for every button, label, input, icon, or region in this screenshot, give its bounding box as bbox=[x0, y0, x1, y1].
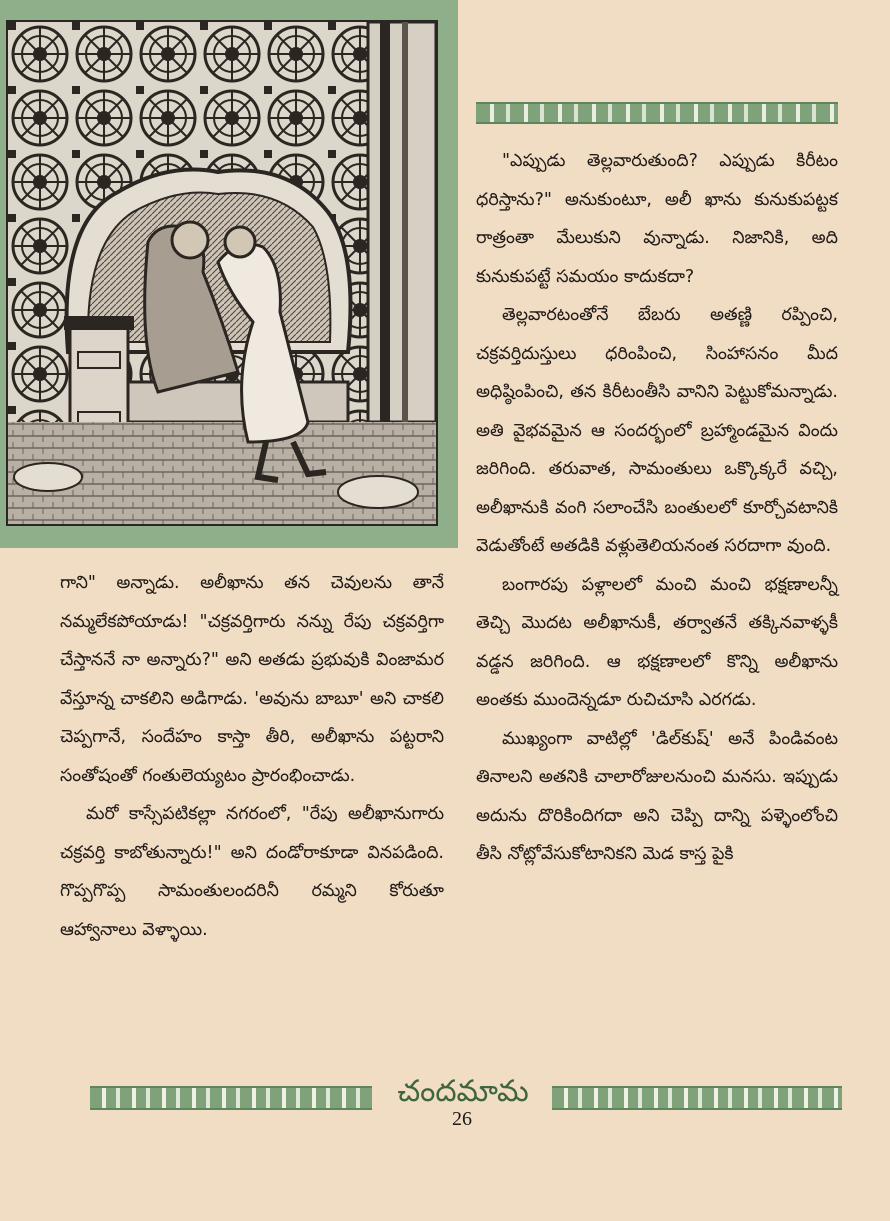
illustration-art bbox=[8, 22, 436, 524]
left-column bbox=[60, 564, 444, 949]
right-paragraph-2: తెల్లవారటంతోనే బేబరు అతణ్ణి రప్పించి, చక్రవర్తిదుస్తులు ధరింపించి, సింహాసనం మీద అధిష్ఠింపించి, తన కిరీటంతీసి వానిని పెట్టుకోమన్నాడు. అతి వైభవమైన ఆ సందర్భంలో బ్రహ్మాండమైన విందు జరిగింది. తరువాత, సామంతులు ఒక్కొక్కరే వచ్చి, అలీఖానుకి వంగి సలాంచేసి బంతులలో కూర్చోవటానికి వెడుతోంటే అతడికి వళ్లుతెలియనంత సరదాగా వుంది. bbox=[476, 305, 838, 556]
right-paragraph-1: "ఎప్పుడు తెల్లవారుతుంది? ఎప్పుడు కిరీటం ధరిస్తాను?" అనుకుంటూ, అలీ ఖాను కునుకుపట్టక రాత్రంతా మేలుకుని వున్నాడు. నిజానికి, అది కునుకుపట్టే సమయం కాదుకదా? bbox=[476, 151, 838, 287]
right-paragraph-4: ముఖ్యంగా వాటిల్లో 'డిల్‌కుష్' అనే పిండివంట తినాలని అతనికి చాలారోజులనుంచి మనసు. ఇప్పుడు అదును దొరికిందిగదా అని చెప్పి దాన్ని పళ్ళెంలోంచి తీసి నోట్లోవేసుకోటానికని మెడ కాస్త పైకి bbox=[476, 728, 838, 864]
footer-ornament-right bbox=[552, 1086, 842, 1110]
throne-scene-illustration bbox=[6, 20, 438, 526]
footer-ornament-left bbox=[90, 1086, 372, 1110]
decorative-banner-top bbox=[476, 102, 838, 124]
page-number: 26 bbox=[452, 1108, 472, 1130]
magazine-title: చందమామ bbox=[397, 1074, 529, 1109]
left-paragraph-1: గాని" అన్నాడు. అలీఖాను తన చెవులను తానే నమ్మలేకపోయాడు! "చక్రవర్తిగారు నన్ను రేపు చక్రవర్తిగా చేస్తాననే నా అన్నారు?" అని అతడు ప్రభువుకి వింజామర వేస్తూన్న చాకలిని అడిగాడు. 'అవును బాబూ' అని చాకలి చెప్పగానే, సందేహం కాస్తా తీరి, అలీఖాను పట్టరాని సంతోషంతో గంతులెయ్యటం ప్రారంభించాడు. bbox=[60, 573, 444, 786]
right-paragraph-3: బంగారపు పళ్లాలలో మంచి మంచి భక్షణాలన్నీ తెచ్చి మొదట అలీఖానుకీ, తర్వాతనే తక్కినవాళ్ళకీ వడ్డన జరిగింది. ఆ భక్షణాలలో కొన్ని అలీఖాను అంతకు ముందెన్నడూ రుచిచూసి ఎరగడు. bbox=[476, 574, 838, 710]
left-paragraph-2: మరో కాస్సేపటికల్లా నగరంలో, "రేపు అలీఖానుగారు చక్రవర్తి కాబోతున్నారు!" అని దండోరాకూడా వినపడింది. గొప్పగొప్ప సామంతులందరినీ రమ్మని కోరుతూ ఆహ్వానాలు వెళ్ళాయి. bbox=[60, 804, 444, 940]
right-column bbox=[476, 142, 838, 874]
illustration-frame bbox=[0, 0, 458, 548]
